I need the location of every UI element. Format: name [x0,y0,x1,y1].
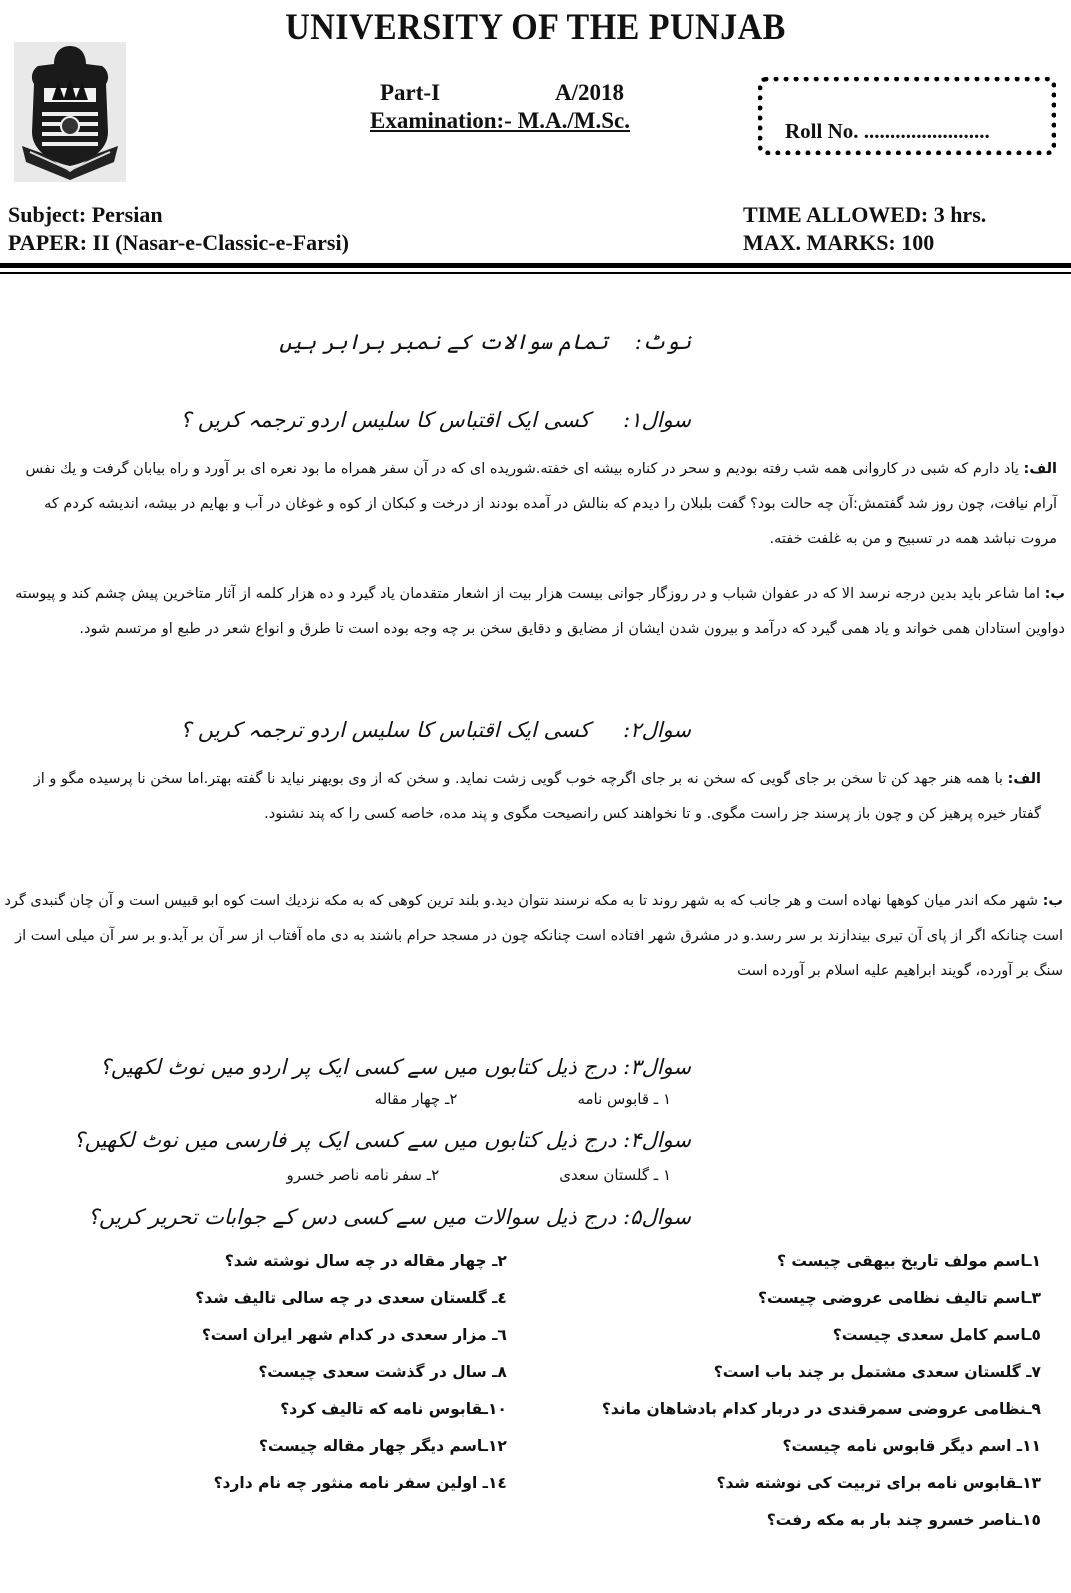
question-1-label: سوال۱: [623,408,691,432]
university-title: UNIVERSITY OF THE PUNJAB [285,7,786,48]
list-item: ۷ـ گلستان سعدی مشتمل بر چند باب است؟ [713,1363,1041,1381]
question-4-text: درج ذیل کتابوں میں سے کسی ایک پر فارسی میں نوٹ لکھیں؟ [73,1128,617,1152]
option-2: ۲ـ سفر نامه ناصر خسرو [286,1166,440,1184]
passage-a-label: الف: [1007,771,1041,787]
passage-b-label: ب: [1044,586,1065,602]
question-2-passage-b [0,884,1063,989]
list-item: ٥ـاسم کامل سعدی چیست؟ [832,1326,1041,1344]
question-2-heading [180,718,691,742]
question-2-label: سوال۲: [623,718,691,742]
question-4-heading [74,1128,692,1152]
subject-label: Subject: Persian [8,202,163,227]
roll-number-box [758,77,1056,155]
list-item: ١٤ـ اولین سفر نامه منثور چه نام دارد؟ [213,1474,507,1492]
list-item: ٦ـ مزار سعدی در کدام شهر ایران است؟ [201,1326,507,1344]
passage-a-label: الف: [1023,461,1057,477]
list-item: ۱۱ـ اسم دیگر قابوس نامه چیست؟ [782,1437,1041,1455]
header-divider-thick [0,263,1071,268]
part-label: Part-I [380,80,441,105]
paper-label: PAPER: II (Nasar-e-Classic-e-Farsi) [8,230,349,255]
passage-b-label: ب: [1042,893,1063,909]
roll-number-field[interactable]: Roll No. ........................ [785,119,990,143]
list-item: ٤ـ گلستان سعدی در چه سالی تالیف شد؟ [195,1289,507,1307]
question-4-options [251,1166,671,1184]
question-1-passage-a [10,452,1057,557]
passage-b-text: شهر مکه اندر میان کوهها نهاده است و هر جانب که به شهر روند تا به مکه نرسند نتوان دید.و بلند ترین کوهی که به مکه نزدیك است کوه ابو قبیس است و آن چان گنبدی گرد است چنانکه اگر از پای آن تیری بیندازند بر سر رسد.و در مشرق شهر افتاده است چنانکه چون در مسجد حرام باشند به دی ماه آفتاب از سر آن بر آید.و بر سر آن میلی است از سنگ بر آورده، گویند ابراهیم علیه اسلام بر آورده است [4,893,1063,979]
session-label: A/2018 [555,80,624,105]
list-item: ۹ـنظامی عروضی سمرقندی در دربار کدام بادشاهان ماند؟ [601,1400,1041,1418]
option-1: ۱ ـ گلستان سعدی [559,1166,671,1184]
time-allowed: TIME ALLOWED: 3 hrs. [743,202,987,227]
list-item: ۱۳ـقابوس نامه برای تربیت کی نوشته شد؟ [716,1474,1041,1492]
passage-a-text: با همه هنر جهد کن تا سخن بر جای گویی که سخن نه بر جای اگرچه خوب گویی زشت نماید. و سخن که از وی بویهنر نیاید نا گفته بهتر.اما سخن نا پرسیده مگو و از گفتار خیره پرهیز کن و چون باز پرسند جز راست مگوی. و تا نخواهند کس رانصیحت مگوی و پند مده، خاصه کسی را که پند نشنود. [33,771,1041,822]
note-text: تمام سوالات کے نمبر برابر ہیں [279,330,608,354]
note-label: نوٹ: [634,330,691,354]
note [279,330,691,354]
examination-label: Examination:- M.A./M.Sc. [370,108,631,133]
question-1-text: کسی ایک اقتباس کا سلیس اردو ترجمہ کریں ؟ [180,408,590,432]
list-item: ۲ـ چهار مقاله در چه سال نوشته شد؟ [224,1252,507,1270]
question-3-label: سوال۳: [623,1055,691,1079]
list-item: ۱٥ـناصر خسرو چند بار به مکه رفت؟ [766,1511,1041,1529]
question-5-label: سوال۵: [623,1205,691,1229]
list-item: ۸ـ سال در گذشت سعدی چیست؟ [258,1363,507,1381]
list-item: ۱۰ـقابوس نامه که تالیف کرد؟ [280,1400,507,1418]
list-item: ۳ـاسم تالیف نظامی عروضی چیست؟ [757,1289,1041,1307]
max-marks: MAX. MARKS: 100 [743,230,935,255]
question-1-passage-b [0,577,1065,647]
header-divider-thin [0,272,1071,274]
question-2-passage-a [10,762,1041,832]
question-3-heading [100,1055,691,1079]
list-item: ۱ـاسم مولف تاریخ بیهقی چیست ؟ [776,1252,1041,1270]
passage-b-text: اما شاعر باید بدین درجه نرسد الا که در عفوان شباب و در روزگار جوانی بیست هزار بیت از اشعار متقدمان یاد گیرد و ده هزار کلمه از آثار متاخرین پیش چشم کند و پیوسته دواوین استادان همی خواند و یاد همی گیرد که درآمد و بیرون شدن ایشان از مضایق و دقایق سخن بر چه وجه بوده است تا طرق و انواع شعر در طبع او مرتسم شود. [15,586,1065,637]
question-5-list [195,1248,1041,1533]
question-3-text: درج ذیل کتابوں میں سے کسی ایک پر اردو میں نوٹ لکھیں؟ [99,1055,617,1079]
passage-a-text: یاد دارم که شبی در کاروانی همه شب رفته بودیم و سحر در کناره بیشه ای خفته.شوریده ای که در آن سفر همراه ما بود نعره ای بر آورد و راه بیابان گرفت و یك نفس آرام نیافت، چون روز شد گفتمش:آن چه حالت بود؟ گفت بلبلان را دیدم که بنالش در آمده بودند از درخت و کبکان از کوه و غوغان در آب و بهایم در بیشه، اندیشه کردم که مروت نباشد همه در تسبیح و من به غلفت خفته. [25,461,1057,547]
option-1: ۱ ـ قابوس نامه [577,1090,671,1108]
question-3-options [251,1090,671,1108]
question-2-text: کسی ایک اقتباس کا سلیس اردو ترجمہ کریں ؟ [180,718,590,742]
question-5-text: درج ذیل سوالات میں سے کسی دس کے جوابات تحریر کریں؟ [87,1205,617,1229]
question-1-heading [180,408,691,432]
list-item: ۱۲ـاسم دیگر چهار مقاله چیست؟ [258,1437,507,1455]
university-crest-icon [14,42,126,182]
question-5-heading [88,1205,691,1229]
question-4-label: سوال۴: [623,1128,691,1152]
option-2: ۲ـ چهار مقاله [374,1090,458,1108]
